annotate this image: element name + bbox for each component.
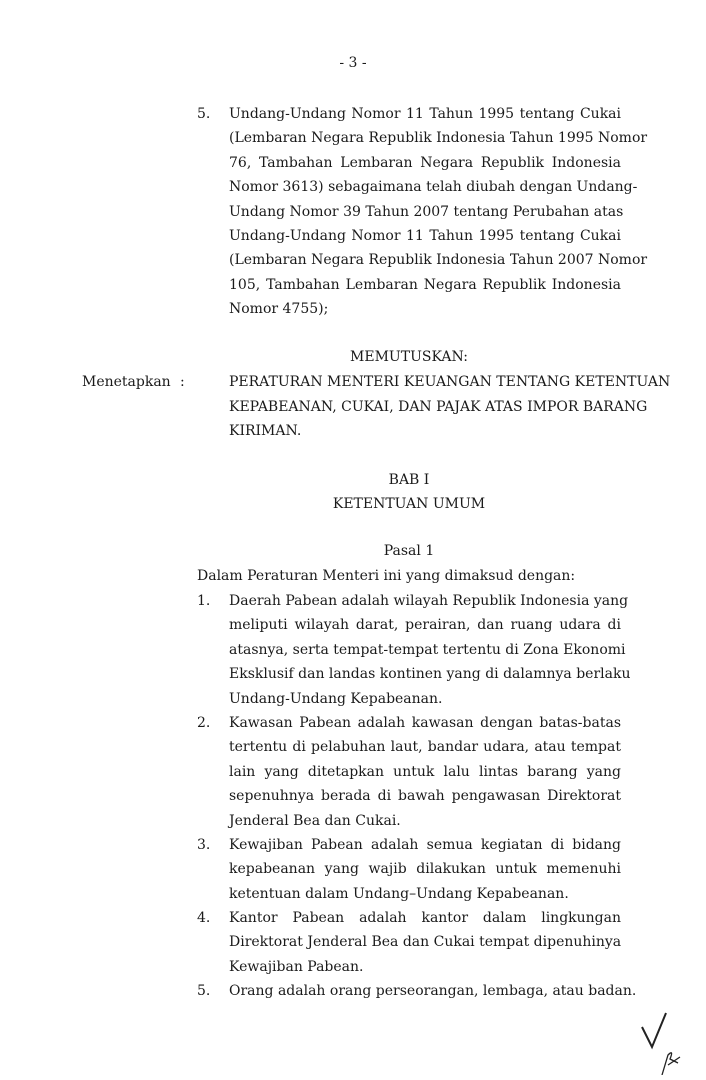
item-number: 4.	[197, 910, 211, 926]
item-line: Kewajiban Pabean.	[229, 958, 364, 975]
chapter-title: KETENTUAN UMUM	[332, 496, 486, 512]
item-line: ketentuan dalam Undang–Undang Kepabeanan.	[229, 885, 569, 902]
item-line: Orang adalah orang perseorangan, lembaga, atau badan.	[229, 983, 637, 999]
chapter-heading: BAB I	[388, 472, 430, 488]
item-number: 3.	[197, 837, 211, 853]
item-line: lain yang ditetapkan untuk lalu lintas barang yang	[229, 763, 621, 780]
item-line: 105, Tambahan Lembaran Negara Republik Indonesia	[229, 276, 621, 293]
enact-line: KIRIMAN.	[229, 423, 302, 439]
item-line: Undang Nomor 39 Tahun 2007 tentang Perubahan atas	[229, 203, 624, 220]
enact-colon: :	[180, 374, 185, 390]
item-line: Undang-Undang Nomor 11 Tahun 1995 tentang Cukai	[229, 106, 621, 122]
item-line: Nomor 3613) sebagaimana telah diubah dengan Undang-	[229, 179, 638, 196]
item-line: sepenuhnya berada di bawah pengawasan Direktorat	[229, 788, 621, 805]
item-line: (Lembaran Negara Republik Indonesia Tahun 1995 Nomor	[229, 130, 648, 147]
enact-line: PERATURAN MENTERI KEUANGAN TENTANG KETENTUAN	[229, 374, 671, 390]
paraf-signature	[630, 1005, 700, 1075]
item-line: Kewajiban Pabean adalah semua kegiatan di bidang	[229, 837, 621, 853]
item-line: atasnya, serta tempat-tempat tertentu di Zona Ekonomi	[229, 641, 626, 658]
article-heading: Pasal 1	[383, 543, 435, 559]
item-line: Direktorat Jenderal Bea dan Cukai tempat dipenuhinya	[229, 934, 622, 951]
item-line: Kawasan Pabean adalah kawasan dengan batas-batas	[229, 715, 621, 731]
item-line: kepabeanan yang wajib dilakukan untuk memenuhi	[229, 861, 621, 878]
item-line: tertentu di pelabuhan laut, bandar udara, atau tempat	[229, 739, 621, 756]
decision-heading: MEMUTUSKAN:	[350, 349, 468, 365]
item-number: 1.	[197, 593, 211, 609]
article-intro: Dalam Peraturan Menteri ini yang dimaksud dengan:	[197, 568, 576, 584]
item-line: Jenderal Bea dan Cukai.	[229, 812, 401, 829]
item-line: Kantor Pabean adalah kantor dalam lingkungan	[229, 910, 621, 926]
item-line: (Lembaran Negara Republik Indonesia Tahun 2007 Nomor	[229, 252, 648, 269]
item-line: Eksklusif dan landas kontinen yang di dalamnya berlaku	[229, 666, 631, 683]
item-line: Daerah Pabean adalah wilayah Republik Indonesia yang	[229, 593, 629, 609]
enact-label: Menetapkan	[82, 374, 171, 390]
item-line: meliputi wilayah darat, perairan, dan ruang udara di	[229, 617, 621, 634]
enact-line: KEPABEANAN, CUKAI, DAN PAJAK ATAS IMPOR BARANG	[229, 398, 648, 415]
item-number: 5.	[197, 106, 211, 122]
page-number: - 3 -	[339, 55, 367, 71]
item-number: 2.	[197, 715, 211, 731]
item-line: 76, Tambahan Lembaran Negara Republik Indonesia	[229, 154, 621, 171]
item-line: Undang-Undang Nomor 11 Tahun 1995 tentang Cukai	[229, 228, 621, 244]
item-line: Undang-Undang Kepabeanan.	[229, 690, 443, 707]
item-number: 5.	[197, 983, 211, 999]
item-line: Nomor 4755);	[229, 301, 329, 318]
